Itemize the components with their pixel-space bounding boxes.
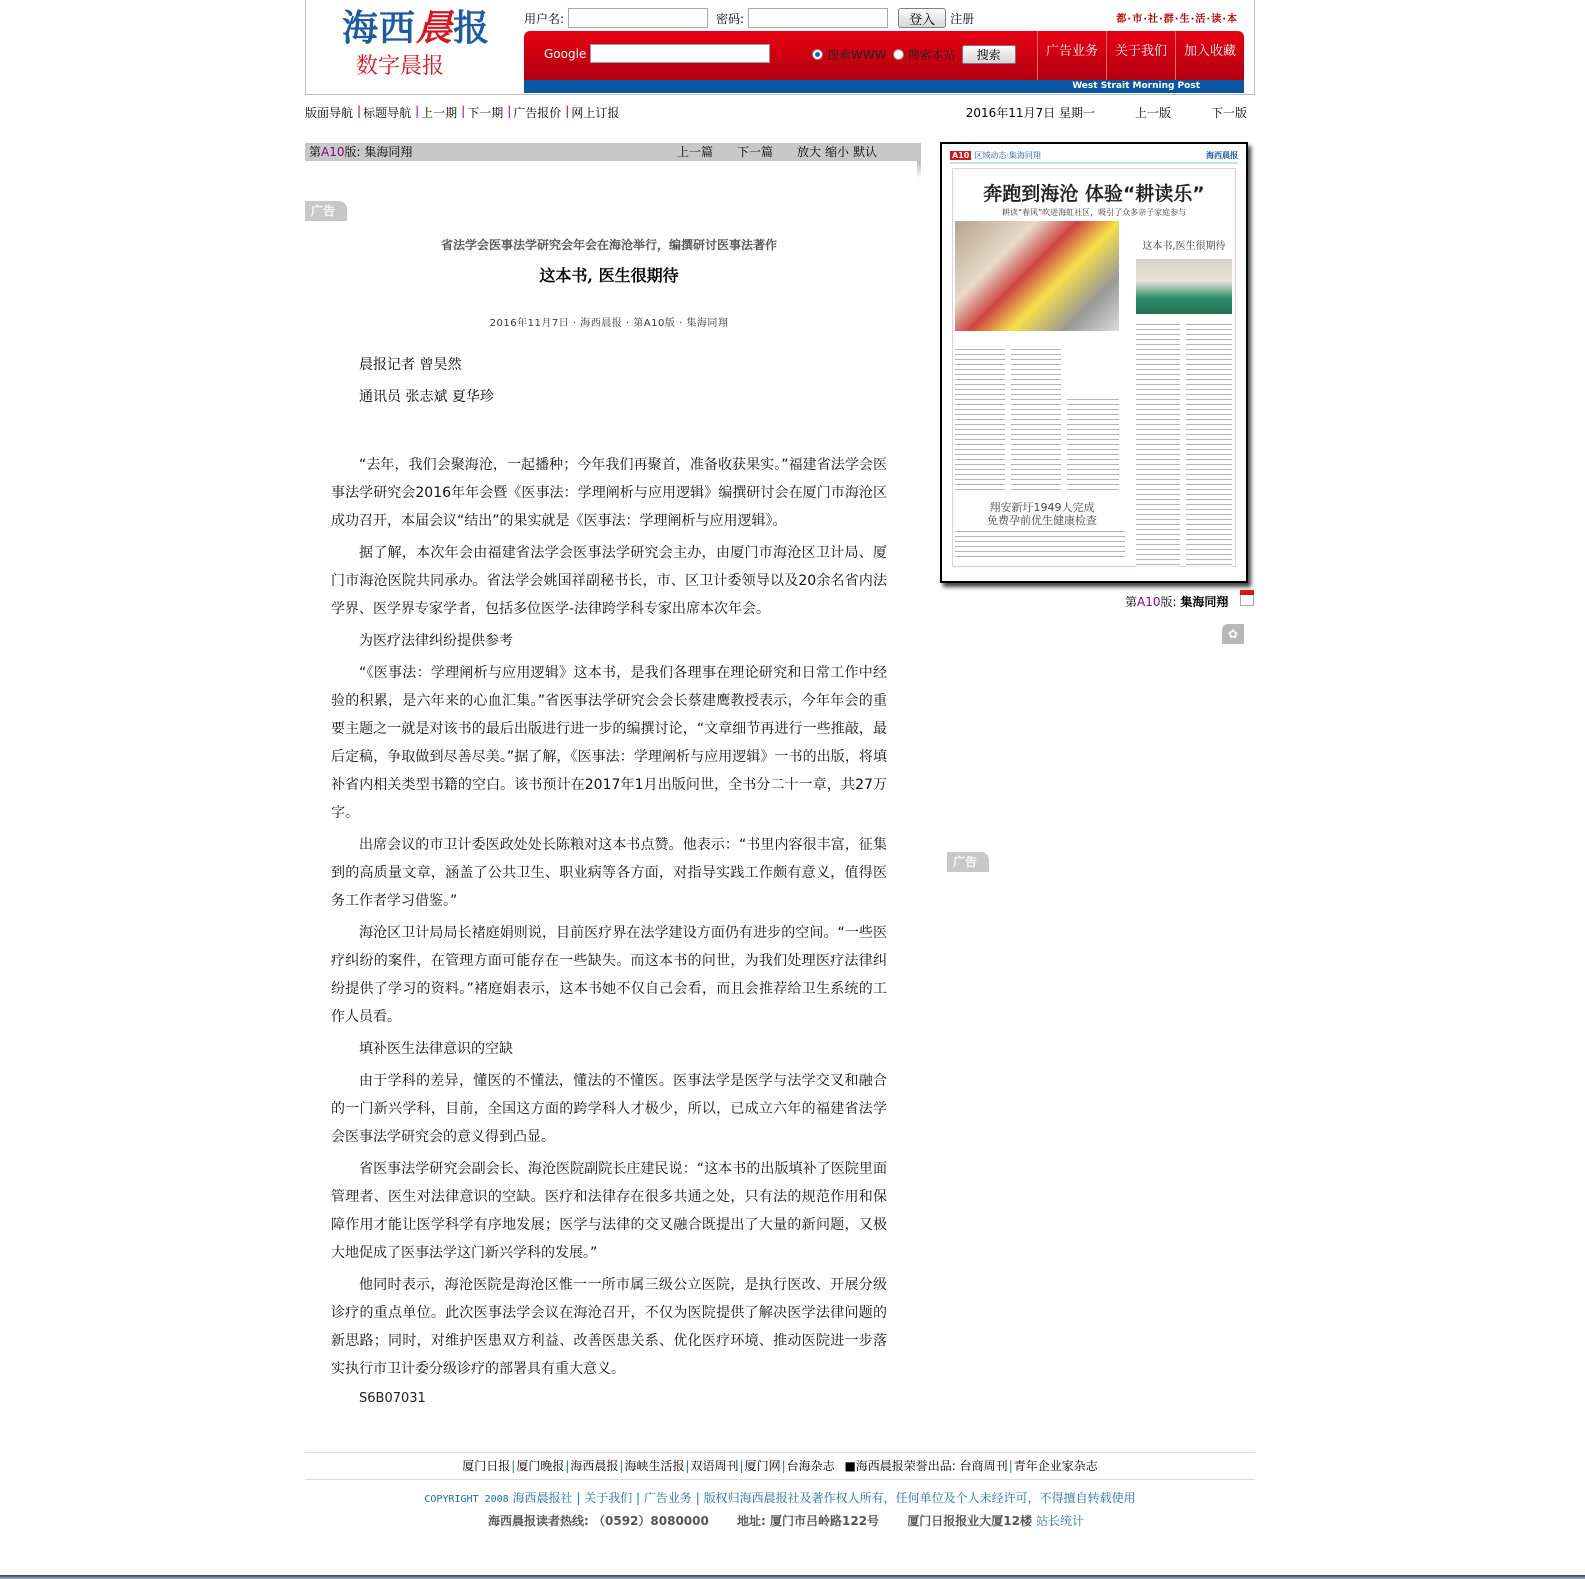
section-heading: 为医疗法律纠纷提供参考 <box>359 633 513 649</box>
pdf-icon[interactable] <box>1240 590 1254 606</box>
article <box>331 236 887 1406</box>
thumbnail-content <box>952 168 1236 567</box>
ad-label-left: 广告 <box>305 201 347 221</box>
thumbnail-footer <box>952 571 1236 579</box>
section-bar-tail <box>917 161 921 179</box>
os-taskbar <box>0 1575 1585 1579</box>
thumbnail-box-title: 翔安新圩1949人完成 免费孕前优生健康检查 <box>987 501 1097 527</box>
nav-links: 版面导航 | 标题导航 | 上一期 | 下一期 | 广告报价 | 网上订报 <box>305 104 620 120</box>
username-label: 用户名: <box>524 11 565 26</box>
honor-label: ■海西晨报荣誉出品: <box>844 1459 960 1473</box>
logo-main: 海西晨报 <box>341 7 491 49</box>
username-input[interactable] <box>568 8 708 28</box>
nav-next-issue[interactable]: 下一期 <box>467 106 504 120</box>
footer-link-xiamen-evening[interactable]: 厦门晚报 <box>516 1459 565 1473</box>
issue-date-nav <box>966 104 1247 121</box>
thumbnail-photo-children <box>955 221 1119 331</box>
thumbnail-deck: 耕读“春风”吹进海虹社区，吸引了众多亲子家庭参与 <box>1001 208 1187 217</box>
google-label: Google <box>544 47 587 61</box>
paragraph: 由于学科的差异，懂医的不懂法，懂法的不懂医。医事法学是医学与法学交叉和融合的一门新兴学科，目前，全国这方面的跨学科人才极少，所以，已成立六年的福建省法学会医事法学研究会的意义得到凸显。 <box>331 1073 887 1145</box>
thumbnail-text-column <box>1011 349 1061 494</box>
footer-link-xiamen-daily[interactable]: 厦门日报 <box>462 1459 511 1473</box>
paragraph: 海沧区卫计局局长褚庭娟则说，目前医疗界在法学建设方面仍有进步的空间。“一些医疗纠纷的案件，在管理方面可能存在一些缺失。而这本书的问世，为我们处理医疗法律纠纷提供了学习的资料。”褚庭娟表示，这本书她不仅自己会看，而且会推荐给卫生系统的工作人员看。 <box>331 925 887 1025</box>
copyright-link-ads[interactable]: 广告业务 <box>643 1491 692 1505</box>
login-button[interactable]: 登入 <box>898 8 946 28</box>
section-name: 第A10版: 集海同翔 <box>309 145 413 159</box>
radio-label-site: 搜索本站 <box>907 48 956 62</box>
search-scope <box>812 45 1016 64</box>
article-body <box>331 451 887 1383</box>
paragraph: “《医事法：学理阐析与应用逻辑》这本书，是我们各理事在理论研究和日常工作中经验的积累，是六年来的心血汇集。”省医事法学研究会会长蔡建鹰教授表示，今年年会的重要主题之一就是对该书的最后出版进行进一步的编撰讨论，“文章细节再进行一些推敲，最后定稿，争取做到尽善尽美。”据了解，《医事法：学理阐析与应用逻辑》一书的出版，将填补省内相关类型书籍的空白。该书预计在2017年1月出版问世，全书分二十一章，共27万字。 <box>331 665 887 821</box>
byline-correspondent: 通讯员 张志斌 夏华珍 <box>359 389 494 405</box>
footer-link-bilingual-weekly[interactable]: 双语周刊 <box>690 1459 739 1473</box>
footer-link-taihai-magazine[interactable]: 台海杂志 <box>786 1459 835 1473</box>
next-page-link[interactable]: 下一版 <box>1210 106 1247 120</box>
footer-link-taishang-weekly[interactable]: 台商周刊 <box>959 1459 1008 1473</box>
page-thumbnail[interactable] <box>940 142 1248 583</box>
building: 厦门日报报业大厦12楼 <box>907 1514 1032 1528</box>
stats-link[interactable]: 站长统计 <box>1035 1514 1084 1528</box>
thumbnail-text-column <box>1136 324 1180 569</box>
footer-link-xiamen-net[interactable]: 厦门网 <box>744 1459 781 1473</box>
zoom-out-link[interactable]: 缩小 <box>825 145 850 159</box>
default-size-link[interactable]: 默认 <box>853 145 878 159</box>
issue-date: 2016年11月7日 星期一 <box>965 106 1095 120</box>
paw-icon[interactable]: ✿ <box>1222 624 1244 644</box>
thumbnail-caption[interactable]: 第A10版: 集海同翔 <box>1125 595 1229 609</box>
thumbnail-headline: 奔跑到海沧 体验“耕读乐” <box>983 183 1205 205</box>
radio-search-www[interactable] <box>812 49 823 60</box>
english-name: West Strait Morning Post <box>1072 81 1200 91</box>
copyright-notice: 版权归海西晨报社及著作权人所有，任何单位及个人未经许可，不得擅自转载使用 <box>703 1491 1136 1505</box>
reader-hotline: 海西晨报读者热线: （0592）8080000 <box>488 1514 709 1528</box>
google-search-input[interactable] <box>590 44 770 63</box>
nav-subscribe[interactable]: 网上订报 <box>571 106 620 120</box>
address: 地址: 厦门市吕岭路122号 <box>737 1514 880 1528</box>
search-bar <box>524 31 1244 81</box>
article-title: 这本书, 医生很期待 <box>539 266 679 285</box>
radio-label-www: 搜索WWW <box>827 48 887 62</box>
search-button[interactable]: 搜索 <box>962 45 1016 64</box>
radio-search-site[interactable] <box>893 49 904 60</box>
next-article-link[interactable]: 下一篇 <box>737 145 774 159</box>
article-meta: 2016年11月7日 · 海西晨报 · 第A10版 · 集海同翔 <box>489 318 729 329</box>
register-link[interactable]: 注册 <box>950 11 975 26</box>
password-input[interactable] <box>748 8 888 28</box>
logo-subtitle: 数字晨报 <box>356 54 445 79</box>
article-tools <box>677 143 877 161</box>
article-code: S6B07031 <box>359 1391 426 1406</box>
link-ad-business[interactable]: 广告业务 <box>1037 31 1106 81</box>
thumbnail-text-column <box>1067 399 1119 494</box>
site-logo[interactable] <box>326 4 506 90</box>
copyright-text: COPYRIGHT 2008 <box>424 1494 509 1505</box>
article-subtitle: 省法学会医事法学研究会年会在海沧举行，编撰研讨医事法著作 <box>440 238 777 252</box>
thumbnail-text-column <box>955 349 1005 494</box>
paragraph: 出席会议的市卫计委医政处处长陈粮对这本书点赞。他表示：“书里内容很丰富，征集到的高质量文章，涵盖了公共卫生、职业病等各方面，对指导实践工作颇有意义，值得医务工作者学习借鉴。” <box>331 837 887 909</box>
paragraph: 省医事法学研究会副会长、海沧医院副院长庄建民说：“这本书的出版填补了医院里面管理者、医生对法律意识的空缺。医疗和法律存在很多共通之处，只有法的规范作用和保障作用才能让医学科学有序地发展；医学与法律的交叉融合既提出了大量的新问题，又极大地促成了医事法学这门新兴学科的发展。” <box>331 1161 887 1261</box>
contact-row <box>305 1512 1255 1529</box>
ad-label-right: 广告 <box>947 852 989 872</box>
footer-link-youth-entrepreneur[interactable]: 青年企业家杂志 <box>1013 1459 1098 1473</box>
zoom-in-link[interactable]: 放大 <box>797 145 822 159</box>
thumbnail-photo-meeting <box>1136 259 1232 314</box>
prev-article-link[interactable]: 上一篇 <box>677 145 714 159</box>
paragraph: 据了解，本次年会由福建省法学会医事法学研究会主办，由厦门市海沧区卫计局、厦门市海沧医院共同承办。省法学会姚国祥副秘书长，市、区卫计委领导以及20余名省内法学界、医学界专家学者，包括多位医学-法律跨学科专家出席本次年会。 <box>331 545 887 617</box>
prev-page-link[interactable]: 上一版 <box>1134 106 1171 120</box>
top-nav <box>305 104 1255 122</box>
thumbnail-side-headline: 这本书,医生很期待 <box>1142 241 1226 252</box>
site-header <box>305 0 1255 95</box>
header-links <box>1037 31 1244 81</box>
nav-title-navigation[interactable]: 标题导航 <box>363 106 412 120</box>
paragraph: “去年，我们会聚海沧，一起播种；今年我们再聚首，准备收获果实。”福建省法学会医事法学研究会2016年年会暨《医事法：学理阐析与应用逻辑》编撰研讨会在厦门市海沧区成功召开，本届会议“结出”的果实就是《医事法：学理阐析与应用逻辑》。 <box>331 457 887 529</box>
login-form <box>524 6 974 30</box>
slogan: 都·市·社·群·生·活·读·本 <box>1116 14 1238 25</box>
nav-prev-issue[interactable]: 上一期 <box>421 106 458 120</box>
password-label: 密码: <box>716 11 745 26</box>
thumbnail-header: A10 区域动态·集海同翔 海西晨报 <box>950 150 1238 164</box>
section-bar <box>305 143 921 161</box>
thumbnail-text-column <box>955 531 1125 561</box>
copyright-link-publisher[interactable]: 海西晨报社 <box>512 1491 573 1505</box>
footer-link-strait-life[interactable]: 海峡生活报 <box>624 1459 685 1473</box>
footer-link-haixi-morning[interactable]: 海西晨报 <box>570 1459 619 1473</box>
english-name-bar <box>524 80 1244 93</box>
link-about-us[interactable]: 关于我们 <box>1106 31 1175 81</box>
footer-links: 厦门日报|厦门晚报|海西晨报|海峡生活报|双语周刊|厦门网|台海杂志 ■海西晨报荣誉出品: 台商周刊|青年企业家杂志 <box>305 1452 1255 1480</box>
copyright-row: COPYRIGHT 2008 海西晨报社 | 关于我们 | 广告业务 | 版权归海西晨报社及著作权人所有，任何单位及个人未经许可，不得擅自转载使用 <box>424 1491 1136 1505</box>
copyright-link-about[interactable]: 关于我们 <box>584 1491 633 1505</box>
byline-reporter: 晨报记者 曾昊然 <box>359 357 462 373</box>
section-heading: 填补医生法律意识的空缺 <box>359 1041 513 1057</box>
nav-ad-rates[interactable]: 广告报价 <box>513 106 562 120</box>
link-add-favorite[interactable]: 加入收藏 <box>1175 31 1244 81</box>
paragraph: 他同时表示，海沧医院是海沧区惟一一所市属三级公立医院，是执行医改、开展分级诊疗的重点单位。此次医事法学会议在海沧召开，不仅为医院提供了解决医学法律问题的新思路；同时，对维护医患双方利益、改善医患关系、优化医疗环境、推动医院进一步落实执行市卫计委分级诊疗的部署具有重大意义。 <box>331 1277 887 1377</box>
nav-page-navigation[interactable]: 版面导航 <box>305 106 354 120</box>
thumbnail-text-column <box>1186 324 1232 569</box>
